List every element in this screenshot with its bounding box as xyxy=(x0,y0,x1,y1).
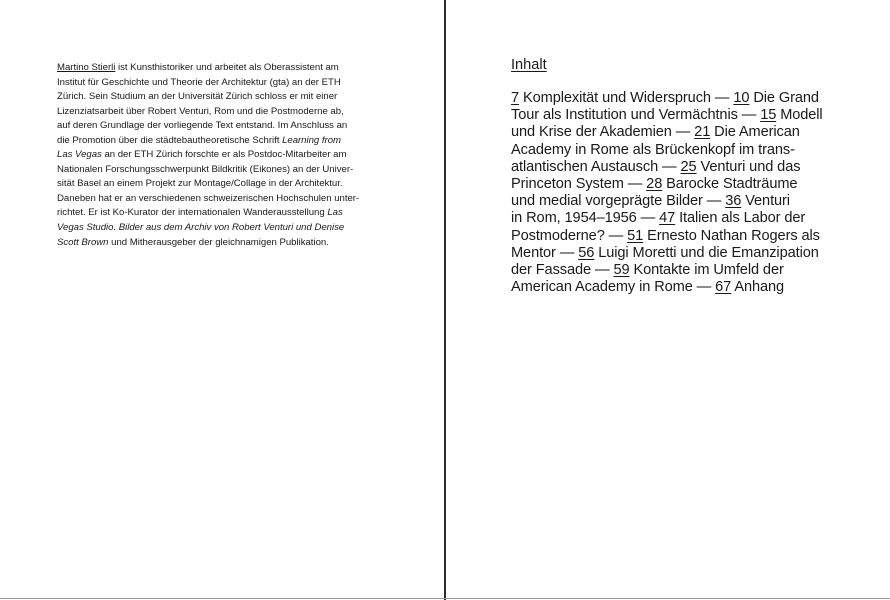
book-title: Las Vegas xyxy=(57,149,102,161)
toc-line xyxy=(511,107,841,124)
bio-text: und Mitherausgeber der gleichnamigen Publikation. xyxy=(108,236,329,248)
toc-text: und medial vorgeprägte Bilder — xyxy=(511,193,726,210)
toc-text: Anhang xyxy=(731,279,785,296)
page-number-link[interactable]: 21 xyxy=(694,124,711,141)
page-number-link[interactable]: 56 xyxy=(578,244,595,261)
page-number-link[interactable]: 47 xyxy=(659,210,676,227)
page-number-link[interactable]: 51 xyxy=(627,227,644,244)
toc-line xyxy=(511,210,841,227)
page-number-link[interactable]: 28 xyxy=(646,176,663,193)
exhibition-title: Scott Brown xyxy=(57,236,109,248)
toc-line xyxy=(511,124,841,141)
bio-line: Zürich. Sein Studium an der Universität Zürich schloss er mit einer xyxy=(57,91,338,103)
bio-line xyxy=(57,221,372,236)
bio-line: Daneben hat er an verschiedenen schweizerischen Hochschulen unter- xyxy=(57,192,360,204)
toc-line xyxy=(511,228,841,245)
toc-text: Modell xyxy=(776,107,823,124)
page-number-link[interactable]: 67 xyxy=(715,279,732,296)
toc-text: Princeton System — xyxy=(511,176,647,193)
toc-line xyxy=(511,159,841,176)
table-of-contents xyxy=(511,90,841,296)
author-name: Martino Stierli xyxy=(57,62,116,73)
toc-text: Venturi xyxy=(741,193,790,210)
page-bottom-edge xyxy=(0,598,890,599)
bio-line xyxy=(57,148,372,163)
toc-line: Academy in Rome als Brückenkopf im trans- xyxy=(511,141,795,158)
bio-line xyxy=(57,236,372,251)
toc-heading: Inhalt xyxy=(511,57,547,73)
toc-line xyxy=(511,262,841,279)
toc-text: Komplexität und Widerspruch — xyxy=(519,90,734,106)
toc-text: Die American xyxy=(710,124,800,141)
author-bio xyxy=(57,61,372,250)
bio-line xyxy=(57,206,372,221)
toc-text: Postmoderne? — xyxy=(511,227,628,244)
page-number-link[interactable]: 10 xyxy=(733,90,750,106)
bio-text: die Promotion über die städtebautheoretische Schrift xyxy=(57,134,283,146)
toc-text: in Rom, 1954–1956 — xyxy=(511,210,660,227)
toc-text: der Fassade — xyxy=(511,262,614,279)
bio-text: an der ETH Zürich forschte er als Postdoc-Mitarbeiter am xyxy=(101,149,347,161)
toc-text: Barocke Stadträume xyxy=(662,176,798,193)
toc-text: American Academy in Rome — xyxy=(511,279,716,296)
toc-text: Ernesto Nathan Rogers als xyxy=(643,227,820,244)
toc-text: Tour als Institution und Vermächtnis — xyxy=(511,107,761,124)
toc-text: Kontakte im Umfeld der xyxy=(629,262,784,279)
toc-line xyxy=(511,245,841,262)
toc-line xyxy=(511,193,841,210)
toc-line xyxy=(511,176,841,193)
page-number-link[interactable]: 25 xyxy=(680,158,697,175)
toc-text: atlantischen Austausch — xyxy=(511,158,681,175)
page-number-link[interactable]: 59 xyxy=(613,262,630,279)
page-number-link[interactable]: 7 xyxy=(511,90,520,106)
page-number-link[interactable]: 15 xyxy=(760,107,777,124)
bio-line: Lizenziatsarbeit über Robert Venturi, Rom und die Postmoderne ab, xyxy=(57,105,344,117)
toc-line xyxy=(511,279,841,296)
toc-text: Luigi Moretti und die Emanzipation xyxy=(594,244,819,261)
toc-text: Venturi und das xyxy=(696,158,801,175)
exhibition-title: Vegas Studio. Bilder aus dem Archiv von Robert Venturi und Denise xyxy=(57,222,345,234)
bio-line xyxy=(57,134,372,149)
bio-line: Institut für Geschichte und Theorie der Architektur (gta) an der ETH xyxy=(57,76,341,88)
bio-text: richtet. Er ist Ko-Kurator der internationalen Wanderausstellung xyxy=(57,207,328,219)
bio-line xyxy=(57,61,372,76)
page-number-link[interactable]: 36 xyxy=(725,193,742,210)
exhibition-title: Las xyxy=(327,207,343,219)
bio-line: sität Basel an einem Projekt zur Montage/Collage in der Architektur. xyxy=(57,178,343,190)
bio-text: ist Kunsthistoriker und arbeitet als Oberassistent am xyxy=(115,62,339,73)
toc-text: Die Grand xyxy=(749,90,819,106)
toc-text: Italien als Labor der xyxy=(675,210,806,227)
left-page xyxy=(0,0,444,600)
bio-line: auf deren Grundlage der vorliegende Text entstand. Im Anschluss an xyxy=(57,120,348,132)
toc-text: und Krise der Akademien — xyxy=(511,124,695,141)
toc-text: Mentor — xyxy=(511,244,579,261)
book-title: Learning from xyxy=(282,134,341,146)
bio-line: Nationalen Forschungsschwerpunkt Bildkritik (Eikones) an der Univer- xyxy=(57,163,354,175)
toc-line xyxy=(511,90,841,107)
